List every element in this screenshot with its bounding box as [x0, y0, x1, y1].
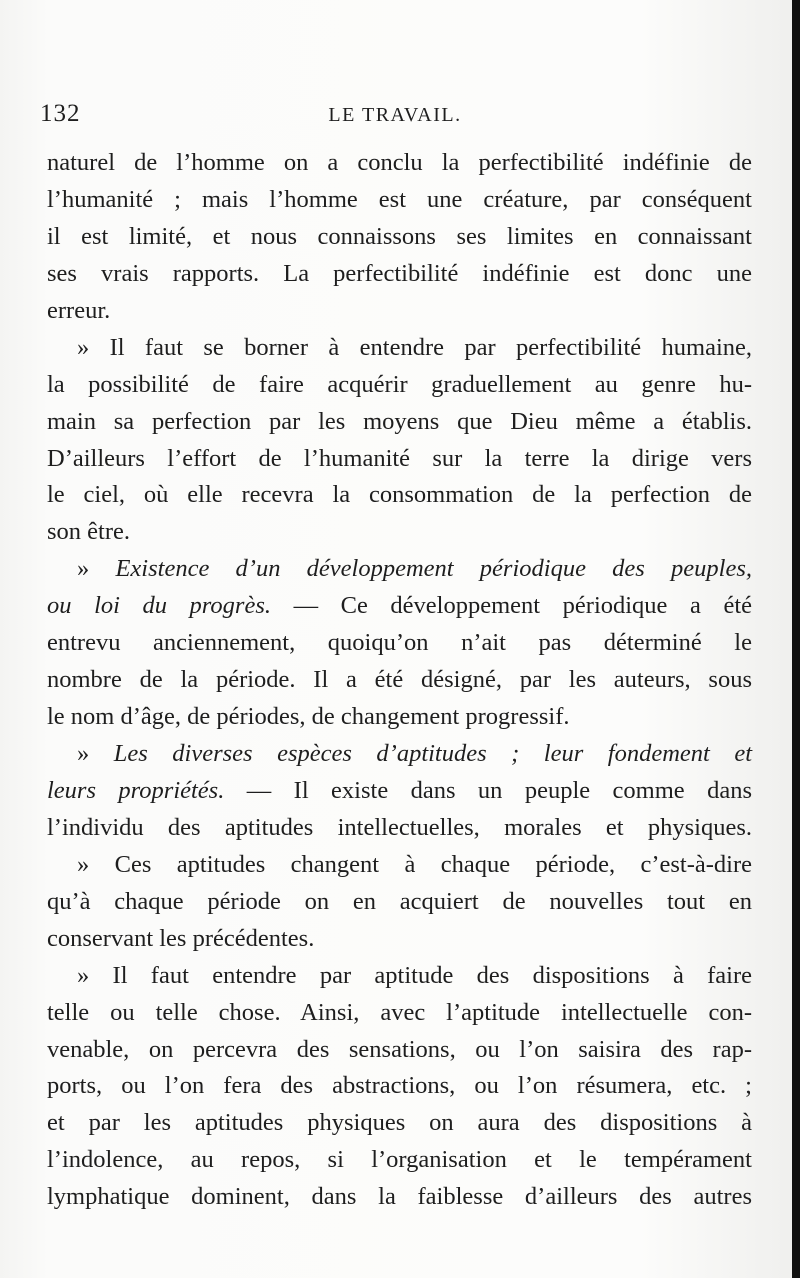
text-segment: et par les aptitudes physiques on aura des dispositions à	[47, 1109, 752, 1137]
text-segment: ports, ou l’on fera des abstractions, ou l’on résumera, etc. ;	[47, 1072, 752, 1100]
text-segment: — Ce développement périodique a été	[271, 592, 752, 620]
text-line	[47, 551, 752, 588]
text-segment: le nom d’âge, de périodes, de changement progressif.	[47, 703, 570, 731]
text-segment: ses vrais rapports. La perfectibilité indéfinie est donc une	[47, 259, 752, 287]
text-line	[47, 662, 752, 699]
text-line	[47, 514, 752, 551]
text-line	[47, 330, 752, 367]
text-line	[47, 293, 752, 330]
text-line	[47, 921, 752, 958]
text-segment: lymphatique dominent, dans la faiblesse d’ailleurs des autres	[47, 1183, 752, 1211]
text-line	[47, 1179, 752, 1216]
text-segment: son être.	[47, 518, 130, 546]
text-segment: » Il faut se borner à entendre par perfectibilité humaine,	[77, 333, 752, 361]
text-line	[47, 404, 752, 441]
text-segment: il est limité, et nous connaissons ses limites en connaissant	[47, 222, 752, 250]
text-segment: l’humanité ; mais l’homme est une créature, par conséquent	[47, 185, 752, 213]
text-segment: la possibilité de faire acquérir graduellement au genre hu-	[47, 370, 752, 398]
text-segment: le ciel, où elle recevra la consommation de la perfection de	[47, 481, 752, 509]
text-segment: main sa perfection par les moyens que Dieu même a établis.	[47, 407, 752, 435]
text-segment: »	[77, 555, 116, 583]
text-segment: l’individu des aptitudes intellectuelles, morales et physiques.	[47, 813, 752, 841]
text-segment: D’ailleurs l’effort de l’humanité sur la terre la dirige vers	[47, 444, 752, 472]
text-segment: conservant les précédentes.	[47, 924, 315, 952]
running-head: LE TRAVAIL.	[328, 104, 462, 126]
text-line	[47, 441, 752, 478]
text-line	[47, 367, 752, 404]
text-line	[47, 1142, 752, 1179]
page-number: 132	[40, 100, 81, 127]
text-segment: telle ou telle chose. Ainsi, avec l’aptitude intellectuelle con-	[47, 998, 752, 1026]
text-line	[47, 145, 752, 182]
text-line	[47, 810, 752, 847]
text-line	[47, 1105, 752, 1142]
page-header	[40, 100, 750, 140]
text-segment: erreur.	[47, 296, 111, 324]
text-segment: — Il existe dans un peuple comme dans	[224, 776, 752, 804]
italic-heading: Existence d’un développement périodique des peuples,	[115, 555, 753, 583]
text-segment: entrevu anciennement, quoiqu’on n’ait pas déterminé le	[47, 629, 752, 657]
text-segment: venable, on percevra des sensations, ou l’on saisira des rap-	[47, 1035, 752, 1063]
text-line	[47, 736, 752, 773]
text-line	[47, 256, 752, 293]
text-line	[47, 625, 752, 662]
text-line	[47, 773, 752, 810]
text-line	[47, 995, 752, 1032]
text-segment: naturel de l’homme on a conclu la perfectibilité indéfinie de	[47, 149, 752, 176]
italic-heading: ou loi du progrès.	[47, 592, 272, 620]
text-line	[47, 958, 752, 995]
text-segment: » Il faut entendre par aptitude des dispositions à faire	[77, 961, 752, 989]
page-edge-shadow	[792, 0, 800, 1278]
body-text	[47, 145, 752, 1216]
italic-heading: Les diverses espèces d’aptitudes ; leur fondement et	[113, 740, 753, 767]
text-line	[47, 219, 752, 256]
text-line	[47, 477, 752, 514]
text-line	[47, 588, 752, 625]
italic-heading: leurs propriétés.	[47, 776, 225, 804]
text-segment: qu’à chaque période on en acquiert de nouvelles tout en	[47, 887, 752, 915]
text-line	[47, 884, 752, 921]
text-line	[47, 699, 752, 736]
text-line	[47, 847, 752, 884]
text-line	[47, 1032, 752, 1069]
text-line	[47, 1068, 752, 1105]
text-segment: »	[77, 740, 114, 767]
text-line	[47, 182, 752, 219]
text-segment: » Ces aptitudes changent à chaque période, c’est-à-dire	[77, 850, 752, 878]
text-segment: nombre de la période. Il a été désigné, par les auteurs, sous	[47, 666, 752, 694]
text-segment: l’indolence, au repos, si l’organisation et le tempérament	[47, 1146, 752, 1174]
